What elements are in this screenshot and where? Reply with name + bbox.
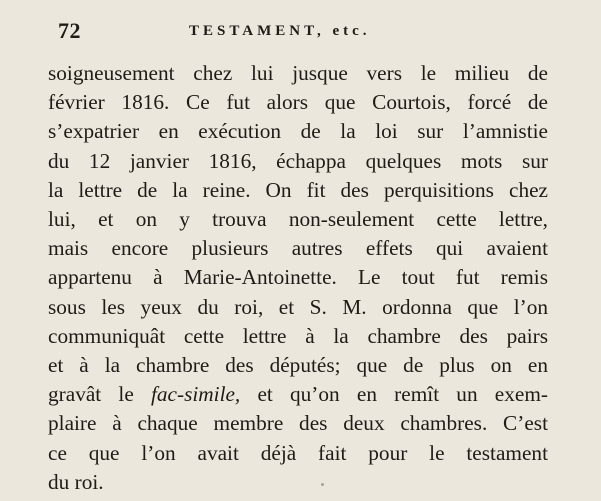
text-fragment: gravât le xyxy=(48,382,151,407)
body-text xyxy=(48,59,548,497)
page-header xyxy=(58,20,544,46)
text-line: du 12 janvier 1816, échappa quelques mots sur xyxy=(48,148,548,173)
italic-term: fac-simile, xyxy=(150,382,241,407)
running-head: TESTAMENT, etc. xyxy=(189,23,371,39)
page-number: 72 xyxy=(58,18,81,43)
text-line: plaire à chaque membre des deux chambres. C’est xyxy=(48,411,548,436)
text-line: mais encore plusieurs autres effets qui avaient xyxy=(48,236,548,261)
text-line: lui, et on y trouva non-seulement cette lettre, xyxy=(48,207,548,232)
text-line: ce que l’on avait déjà fait pour le testament xyxy=(48,440,548,465)
text-line-with-italic xyxy=(48,380,548,409)
text-line: et à la chambre des députés; que de plus on en xyxy=(48,353,548,378)
text-line: sous les yeux du roi, et S. M. ordonna que l’on xyxy=(48,294,548,319)
text-line: février 1816. Ce fut alors que Courtois, forcé de xyxy=(48,90,548,115)
text-line: communiquât cette lettre à la chambre des pairs xyxy=(48,323,548,348)
text-line: soigneusement chez lui jusque vers le milieu de xyxy=(48,61,548,85)
text-line: s’expatrier en exécution de la loi sur l’amnistie xyxy=(48,119,548,144)
text-line: la lettre de la reine. On fit des perquisitions chez xyxy=(48,177,548,202)
text-line: appartenu à Marie-Antoinette. Le tout fut remis xyxy=(48,265,548,290)
text-fragment: et qu’on en remît un exem- xyxy=(240,382,548,407)
paper-speck xyxy=(321,483,324,486)
text-line-final: du roi. xyxy=(48,469,104,494)
